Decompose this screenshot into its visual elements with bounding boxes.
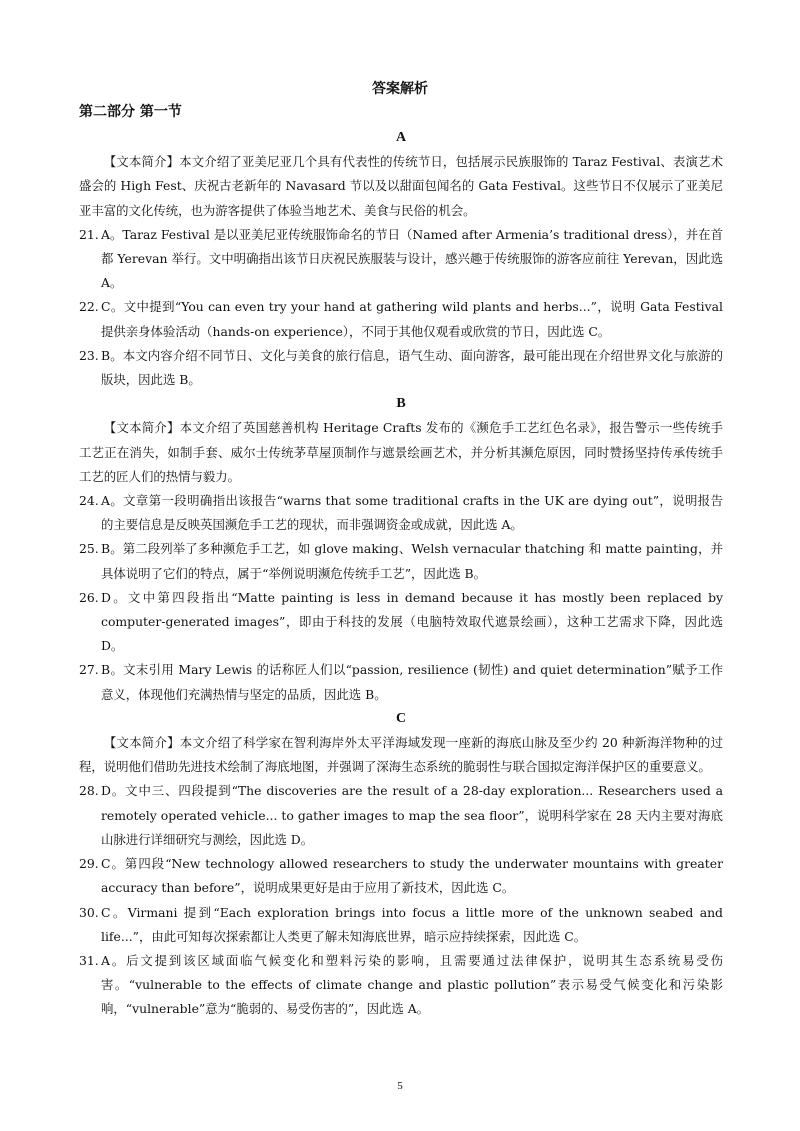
section-intro: 【文本简介】本文介绍了英国慈善机构 Heritage Crafts 发布的《濒危手工艺红色名录》，报告警示一些传统手工艺正在消失，如制手套、威尔士传统茅草屋顶制作与遮景绘画艺术，并分析其濒危原因，同时赞扬坚持传承传统手工艺的匠人们的热情与毅力。 <box>79 420 723 484</box>
section-letter: C <box>395 710 407 726</box>
item-number: 26. <box>79 589 99 605</box>
item-text: A。文章第一段明确指出该报告“warns that some traditional crafts in the UK are dying out”，说明报告的主要信息是反映英国濒危手工艺的现状，而非强调资金或成就，因此选 A。 <box>101 493 723 533</box>
item-text: B。本文内容介绍不同节日、文化与美食的旅行信息，语气生动、面向游客，最可能出现在介绍世界文化与旅游的版块，因此选 B。 <box>101 347 723 388</box>
item-number: 24. <box>79 493 99 509</box>
page-title: 答案解析 <box>372 81 428 97</box>
answer-item <box>79 949 723 1022</box>
item-number: 27. <box>79 662 99 678</box>
answer-content <box>79 126 723 1022</box>
answer-item <box>79 852 723 900</box>
answer-item <box>79 658 723 706</box>
answer-item <box>79 901 723 949</box>
page-number: 5 <box>397 1080 403 1092</box>
answer-item <box>79 586 723 659</box>
section-a <box>79 126 723 392</box>
item-number: 23. <box>79 347 99 363</box>
item-text: C。文中提到“You can even try your hand at gathering wild plants and herbs...”，说明 Gata Festival 提供亲身体验活动（hands-on experience），不同于其他仅观看或欣赏的节日，因此选 C。 <box>101 299 723 339</box>
item-text: B。文末引用 Mary Lewis 的话称匠人们以“passion, resilience (韧性) and quiet determination”赋予工作意义，体现他们充满热情与坚定的品质，因此选 B。 <box>101 662 723 702</box>
item-number: 21. <box>79 226 99 242</box>
item-number: 22. <box>79 299 99 315</box>
answer-item <box>79 779 723 852</box>
section-letter: A <box>395 130 407 145</box>
answer-item <box>79 537 723 585</box>
item-text: A。Taraz Festival 是以亚美尼亚传统服饰命名的节日（Named after Armenia’s traditional dress），并在首都 Yerevan 举行。文中明确指出该节日庆祝民族服装与设计，感兴趣于传统服饰的游客应前往 Yerevan，因此选 A。 <box>101 226 723 291</box>
item-number: 29. <box>79 856 99 872</box>
item-text: A。后文提到该区域面临气候变化和塑料污染的影响，且需要通过法律保护，说明其生态系统易受伤害。“vulnerable to the effects of climate change and plastic pollution”表示易受气候变化和污染影响，“vulnerable”意为“脆弱的、易受伤害的”，因此选 A。 <box>101 952 723 1017</box>
answer-item <box>79 489 723 537</box>
answer-item <box>79 344 723 392</box>
item-number: 28. <box>79 783 99 799</box>
section-intro: 【文本简介】本文介绍了亚美尼亚几个具有代表性的传统节日，包括展示民族服饰的 Taraz Festival、表演艺术盛会的 High Fest、庆祝古老新年的 Navasard 节以及以甜面包闻名的 Gata Festival。这些节日不仅展示了亚美尼亚丰富的文化传统，也为游客提供了体验当地艺术、美食与民俗的机会。 <box>79 154 723 218</box>
section-b <box>79 392 723 707</box>
item-number: 25. <box>79 541 99 557</box>
item-number: 30. <box>79 904 99 920</box>
item-text: C。第四段“New technology allowed researchers to study the underwater mountains with greater accuracy than before”，说明成果更好是由于应用了新技术，因此选 C。 <box>101 856 723 896</box>
item-text: D。文中三、四段提到“The discoveries are the result of a 28-day exploration... Researchers used a remotely operated vehicle... to gather images to map the sea floor”，说明科学家在 28 天内主要对海底山脉进行详细研究与测绘，因此选 D。 <box>101 783 723 847</box>
item-text: C。Virmani 提到“Each exploration brings into focus a little more of the unknown seabed and life...”，由此可知每次探索都让人类更了解未知海底世界，暗示应持续探索，因此选 C。 <box>101 904 723 944</box>
section-letter: B <box>396 396 406 412</box>
answer-item <box>79 295 723 343</box>
section-c <box>79 707 723 1022</box>
item-number: 31. <box>79 952 99 968</box>
item-text: D。文中第四段指出“Matte painting is less in demand because it has mostly been replaced by computer-generated images”，即由于科技的发展（电脑特效取代遮景绘画），这种工艺需求下降，因此选 D。 <box>101 589 723 654</box>
answer-item <box>79 223 723 296</box>
part-subtitle: 第二部分 第一节 <box>79 104 182 120</box>
item-text: B。第二段列举了多种濒危手工艺，如 glove making、Welsh vernacular thatching 和 matte painting，并具体说明了它们的特点，属于“举例说明濒危传统手工艺”，因此选 B。 <box>101 541 723 581</box>
section-intro: 【文本简介】本文介绍了科学家在智利海岸外太平洋海域发现一座新的海底山脉及至少约 20 种新海洋物种的过程，说明他们借助先进技术绘制了海底地图，并强调了深海生态系统的脆弱性与联合国拟定海洋保护区的重要意义。 <box>79 735 723 775</box>
